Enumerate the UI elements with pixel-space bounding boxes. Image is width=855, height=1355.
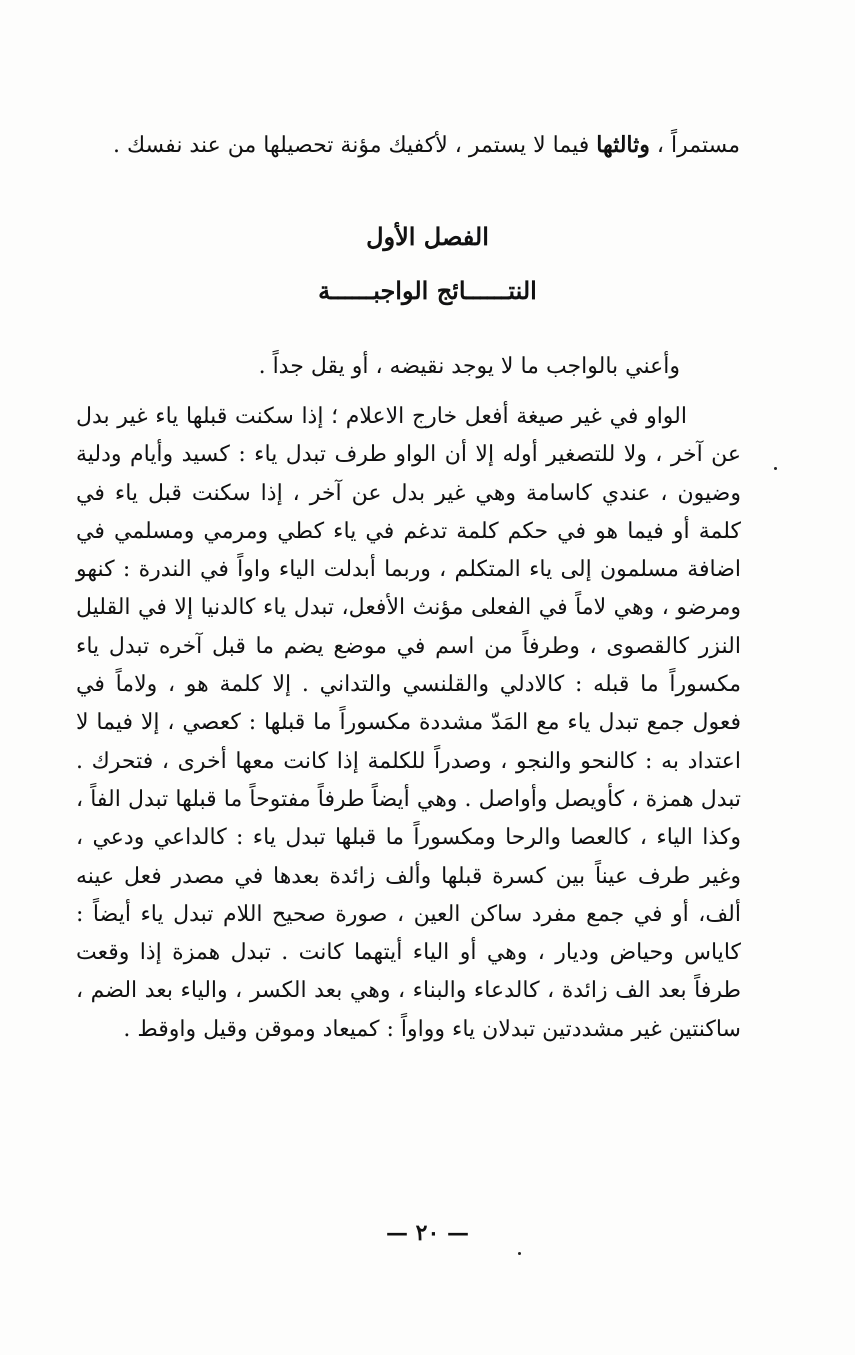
section-title: النتــــــائج الواجبــــــة <box>318 276 537 305</box>
definition-line: وأعني بالواجب ما لا يوجد نقيضه ، أو يقل جداً . <box>258 354 680 379</box>
page-number: — ٢٠ — <box>386 1220 469 1246</box>
intro-line <box>80 126 740 165</box>
intro-bold-word: وثالثها <box>596 132 650 158</box>
print-speck <box>518 1252 521 1255</box>
print-speck <box>774 467 777 470</box>
chapter-title: الفصل الأول <box>366 222 489 251</box>
body-paragraph: الواو في غير صيغة أفعل خارج الاعلام ؛ إذا سكنت قبلها ياء غير بدل عن آخر ، ولا للتصغير أوله إلا أن الواو طرف تبدل ياء : كسيد وأيام ودلية وضيون ، عندي كاسامة وهي غير بدل عن آخر ، إذا سكنت قبل ياء في كلمة أو فيما هو في حكم كلمة تدغم في ياء كطي ومرمي ومسلمي في اضافة مسلمون إلى ياء المتكلم ، وربما أبدلت الياء واواً في الندرة : كنهو ومرضو ، وهي لاماً في الفعلى مؤنث الأفعل، تبدل ياء كالدنيا إلا في القليل النزر كالقصوى ، وطرفاً من اسم في موضع يضم ما قبل آخره تبدل ياء مكسوراً ما قبله : كالادلي والقلنسي والتداني . إلا كلمة هو ، ولاماً في فعول جمع تبدل ياء مع المَدّ مشددة مكسوراً ما قبلها : كعصي ، إلا فيما لا اعتداد به : كالنحو والنجو ، وصدراً للكلمة إذا كانت معها أخرى ، فتحرك . تبدل همزة ، كأويصل وأواصل . وهي أيضاً طرفاً مفتوحاً ما قبلها تبدل الفاً ، وكذا الياء ، كالعصا والرحا ومكسوراً ما قبلها تبدل ياء : كالداعي ودعي ، وغير طرف عيناً بين كسرة قبلها وألف زائدة بعدها في مصدر فعل عينه ألف، أو في جمع مفرد ساكن العين ، صورة صحيح اللام تبدل ياء أيضاً : كاياس وحياض وديار ، وهي أو الياء أيتهما كانت . تبدل همزة إذا وقعت طرفاً بعد الف زائدة ، كالدعاء والبناء ، وهي بعد الكسر ، والياء بعد الضم ، ساكنتين غير مشددتين تبدلان ياء وواواً : كميعاد وموقن وقيل واوقط . <box>76 404 741 1042</box>
intro-text-start: مستمراً ، <box>649 133 740 158</box>
intro-text-end: فيما لا يستمر ، لأكفيك مؤنة تحصيلها من عند نفسك . <box>113 133 597 158</box>
